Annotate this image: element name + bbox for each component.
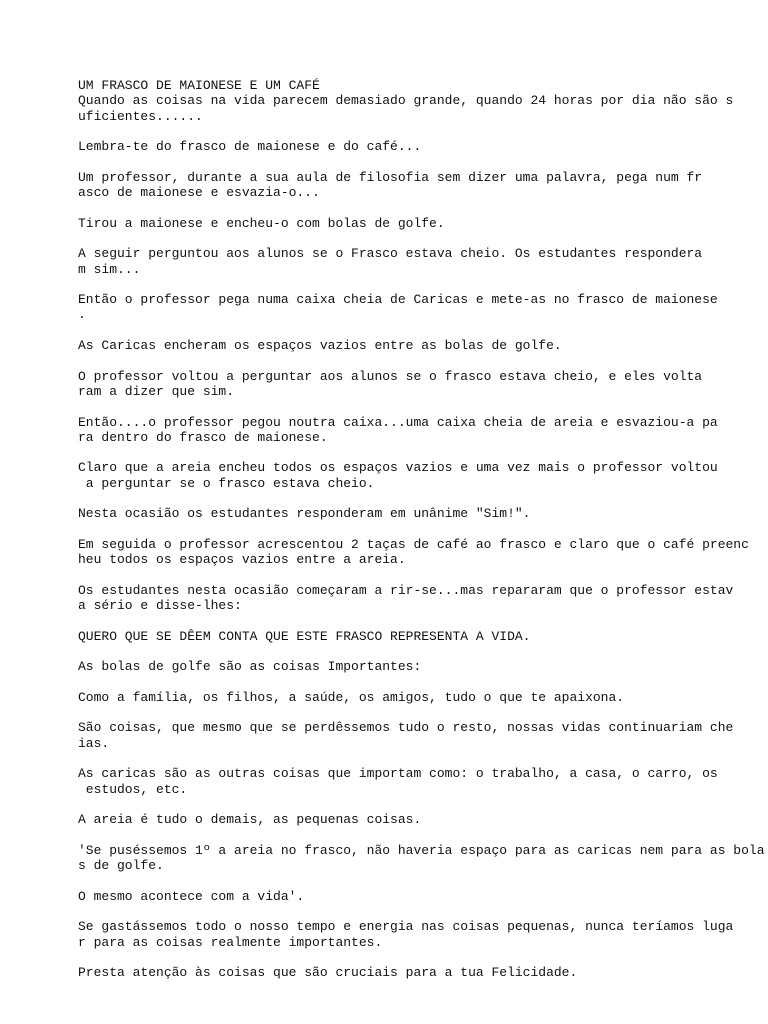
- paragraph: [78, 659, 758, 674]
- paragraph: [78, 537, 758, 568]
- text-line: As caricas são as outras coisas que importam como: o trabalho, a casa, o carro, os: [78, 766, 718, 782]
- paragraph: [78, 170, 758, 201]
- text-line: Um professor, durante a sua aula de filosofia sem dizer uma palavra, pega num fr: [78, 169, 703, 185]
- text-line: Quando as coisas na vida parecem demasiado grande, quando 24 horas por dia não são s: [78, 93, 734, 109]
- text-line: m sim...: [78, 261, 141, 277]
- paragraph: [78, 690, 758, 705]
- text-line: QUERO QUE SE DÊEM CONTA QUE ESTE FRASCO REPRESENTA A VIDA.: [78, 628, 531, 644]
- text-line: UM FRASCO DE MAIONESE E UM CAFÉ: [78, 78, 320, 93]
- text-line: Os estudantes nesta ocasião começaram a rir-se...mas repararam que o professor estav: [78, 582, 734, 598]
- text-line: Como a família, os filhos, a saúde, os amigos, tudo o que te apaixona.: [78, 689, 625, 705]
- text-line: a perguntar se o frasco estava cheio.: [78, 475, 375, 491]
- paragraph: [78, 216, 758, 231]
- text-line: As Caricas encheram os espaços vazios entre as bolas de golfe.: [78, 338, 562, 354]
- text-line: As bolas de golfe são as coisas Importantes:: [78, 659, 422, 675]
- text-line: uficientes......: [78, 108, 203, 124]
- paragraph: [78, 415, 758, 446]
- text-line: Tirou a maionese e encheu-o com bolas de golfe.: [78, 215, 445, 231]
- paragraph: [78, 506, 758, 521]
- document-body: [78, 78, 765, 996]
- paragraph: [78, 720, 758, 751]
- text-line: ias.: [78, 735, 110, 751]
- text-line: .: [78, 307, 86, 323]
- text-line: a sério e disse-lhes:: [78, 598, 242, 614]
- text-line: O mesmo acontece com a vida'.: [78, 888, 305, 904]
- text-line: Então o professor pega numa caixa cheia de Caricas e mete-as no frasco de maionese: [78, 292, 718, 308]
- text-line: asco de maionese e esvazia-o...: [78, 185, 320, 201]
- paragraph: [78, 139, 758, 154]
- text-line: Então....o professor pegou noutra caixa...uma caixa cheia de areia e esvaziou-a pa: [78, 414, 718, 430]
- text-line: heu todos os espaços vazios entre a areia.: [78, 552, 406, 568]
- paragraph: [78, 369, 758, 400]
- text-line: ram a dizer que sim.: [78, 383, 235, 399]
- paragraph: [78, 889, 758, 904]
- paragraph: [78, 842, 765, 874]
- text-line: Em seguida o professor acrescentou 2 taças de café ao frasco e claro que o café preenc: [78, 536, 749, 552]
- text-line: A seguir perguntou aos alunos se o Frasco estava cheio. Os estudantes respondera: [78, 246, 703, 262]
- paragraph: [78, 919, 758, 950]
- text-line: Claro que a areia encheu todos os espaços vazios e uma vez mais o professor voltou: [78, 460, 718, 476]
- text-line: O professor voltou a perguntar aos alunos se o frasco estava cheio, e eles volta: [78, 368, 703, 384]
- paragraph: [78, 583, 758, 614]
- paragraph: [78, 460, 758, 491]
- paragraph: [78, 629, 758, 644]
- paragraph: [78, 812, 758, 827]
- paragraph: [78, 246, 758, 277]
- paragraph: [78, 338, 758, 353]
- text-line: estudos, etc.: [78, 781, 188, 797]
- paragraph: [78, 78, 758, 124]
- text-line: Presta atenção às coisas que são cruciais para a tua Felicidade.: [78, 965, 578, 981]
- paragraph: [78, 766, 758, 797]
- text-line: 'Se puséssemos 1º a areia no frasco, não haveria espaço para as caricas nem para as bola: [78, 842, 765, 858]
- text-line: A areia é tudo o demais, as pequenas coisas.: [78, 812, 422, 828]
- text-line: r para as coisas realmente importantes.: [78, 934, 383, 950]
- text-line: Se gastássemos todo o nosso tempo e energia nas coisas pequenas, nunca teríamos luga: [78, 919, 734, 935]
- text-line: Lembra-te do frasco de maionese e do café...: [78, 139, 422, 155]
- text-line: ra dentro do frasco de maionese.: [78, 429, 328, 445]
- text-line: s de golfe.: [78, 858, 164, 874]
- text-line: Nesta ocasião os estudantes responderam em unânime "Sim!".: [78, 506, 531, 522]
- text-line: São coisas, que mesmo que se perdêssemos tudo o resto, nossas vidas continuariam che: [78, 720, 734, 736]
- paragraph: [78, 965, 758, 980]
- paragraph: [78, 292, 758, 323]
